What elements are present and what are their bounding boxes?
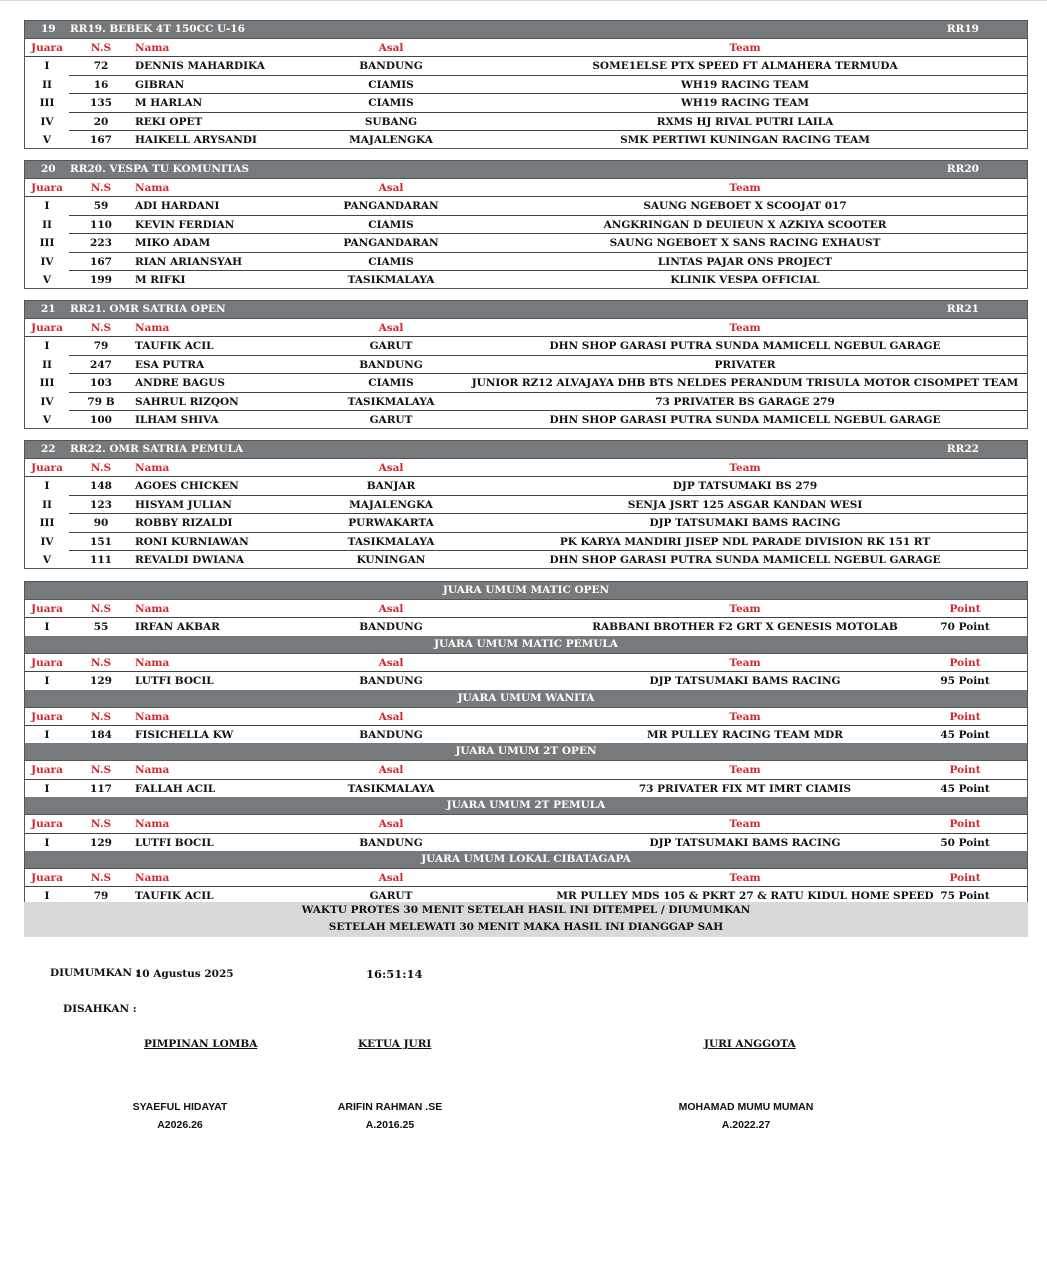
cell-asal: TASIKMALAYA xyxy=(347,535,435,548)
cell-asal: BANDUNG xyxy=(359,621,423,634)
col-point: Point xyxy=(949,871,981,884)
cell-asal: CIAMIS xyxy=(368,377,414,390)
diumumkan-label: DIUMUMKAN : xyxy=(50,967,140,979)
cell-juara: I xyxy=(44,480,50,493)
cell-juara: III xyxy=(39,377,55,390)
column-header-row xyxy=(25,179,1027,197)
col-juara: Juara xyxy=(31,818,63,831)
table-row xyxy=(39,233,1027,251)
cell-asal: GARUT xyxy=(369,340,413,353)
cell-point: 45 Point xyxy=(940,728,990,741)
cell-juara: V xyxy=(42,553,52,566)
cell-juara: II xyxy=(42,78,52,91)
col-juara: Juara xyxy=(31,462,63,474)
column-header-row xyxy=(25,319,1027,337)
cell-nama: RIAN ARIANSYAH xyxy=(135,255,243,268)
table-row xyxy=(42,270,1027,288)
col-ns: N.S xyxy=(90,462,112,474)
cell-team: 73 PRIVATER FIX MT IMRT CIAMIS xyxy=(638,782,852,795)
cell-juara: I xyxy=(44,782,50,795)
col-point: Point xyxy=(949,818,981,831)
signatory-id-3: A.2022.27 xyxy=(721,1119,771,1131)
cell-ns: 79 xyxy=(93,340,109,353)
class-header xyxy=(25,441,1027,459)
col-team: Team xyxy=(729,322,761,334)
cell-nama: REKI OPET xyxy=(135,115,203,128)
col-ns: N.S xyxy=(90,764,112,777)
col-team: Team xyxy=(729,656,761,669)
table-row xyxy=(42,75,1027,93)
cell-ns: 117 xyxy=(90,782,112,795)
cell-nama: ESA PUTRA xyxy=(135,358,205,371)
class-header xyxy=(25,301,1027,319)
announce-time: 16:51:14 xyxy=(366,967,423,981)
col-asal: Asal xyxy=(378,871,404,884)
class-title: RR21. OMR SATRIA OPEN xyxy=(70,303,226,315)
column-header-row xyxy=(25,654,1027,672)
overall-champions-block xyxy=(24,581,1028,906)
cell-asal: PURWAKARTA xyxy=(348,517,434,530)
cell-asal: PANGANDARAN xyxy=(343,237,439,250)
table-row xyxy=(39,373,1027,391)
cell-asal: BANDUNG xyxy=(359,675,423,688)
col-juara: Juara xyxy=(31,871,63,884)
class-number: 19 xyxy=(41,23,56,35)
cell-point: 50 Point xyxy=(940,836,990,849)
cell-team: DJP TATSUMAKI BAMS RACING xyxy=(649,836,841,849)
col-point: Point xyxy=(949,656,981,669)
table-row xyxy=(42,495,1027,513)
table-row xyxy=(44,726,1027,743)
cell-team: PK KARYA MANDIRI JISEP NDL PARADE DIVISION RK 151 RT xyxy=(559,535,931,548)
cell-team: LINTAS PAJAR ONS PROJECT xyxy=(657,255,833,268)
col-nama: Nama xyxy=(135,764,170,777)
col-juara: Juara xyxy=(31,656,63,669)
cell-team: ANGKRINGAN D DEUIEUN X AZKIYA SCOOTER xyxy=(603,218,887,231)
col-ns: N.S xyxy=(90,656,112,669)
cell-asal: PANGANDARAN xyxy=(343,200,439,213)
signatory-role-3: JURI ANGGOTA xyxy=(704,1038,796,1050)
cell-team: WH19 RACING TEAM xyxy=(681,78,809,91)
col-asal: Asal xyxy=(378,182,404,194)
class-header xyxy=(25,21,1027,39)
cell-nama: KEVIN FERDIAN xyxy=(135,218,235,231)
col-ns: N.S xyxy=(90,871,112,884)
class-title: RR22. OMR SATRIA PEMULA xyxy=(70,443,244,455)
cell-asal: CIAMIS xyxy=(368,255,414,268)
cell-team: RXMS HJ RIVAL PUTRI LAILA xyxy=(656,115,834,128)
col-team: Team xyxy=(729,462,761,474)
col-point: Point xyxy=(949,710,981,723)
cell-team: DHN SHOP GARASI PUTRA SUNDA MAMICELL NGEBUL GARAGE xyxy=(549,340,941,353)
cell-asal: GARUT xyxy=(369,413,413,426)
cell-asal: CIAMIS xyxy=(368,97,414,110)
cell-nama: ANDRE BAGUS xyxy=(135,377,225,390)
cell-asal: SUBANG xyxy=(364,115,418,128)
cell-ns: 135 xyxy=(90,97,112,110)
col-point: Point xyxy=(949,764,981,777)
cell-juara: I xyxy=(44,890,50,903)
col-asal: Asal xyxy=(378,42,404,54)
cell-point: 95 Point xyxy=(940,675,990,688)
class-block-rr22 xyxy=(24,440,1028,569)
cell-team: SMK PERTIWI KUNINGAN RACING TEAM xyxy=(620,133,870,146)
class-title: RR19. BEBEK 4T 150CC U-16 xyxy=(70,23,245,35)
cell-point: 70 Point xyxy=(940,621,990,634)
cell-juara: III xyxy=(39,97,55,110)
cell-point: 75 Point xyxy=(940,890,990,903)
cell-asal: TASIKMALAYA xyxy=(347,395,435,408)
table-row xyxy=(42,355,1027,373)
cell-asal: BANDUNG xyxy=(359,728,423,741)
cell-ns: 103 xyxy=(90,377,112,390)
cell-juara: III xyxy=(39,517,55,530)
cell-ns: 167 xyxy=(90,133,112,146)
cell-team: SOME1ELSE PTX SPEED FT ALMAHERA TERMUDA xyxy=(592,60,898,73)
cell-asal: GARUT xyxy=(369,890,413,903)
cell-asal: KUNINGAN xyxy=(356,553,426,566)
col-asal: Asal xyxy=(378,322,404,334)
signatory-id-1: A2026.26 xyxy=(157,1119,203,1131)
col-ns: N.S xyxy=(90,42,112,54)
class-title: RR20. VESPA TU KOMUNITAS xyxy=(70,163,249,175)
cell-nama: M RIFKI xyxy=(135,273,186,286)
cell-juara: V xyxy=(42,413,52,426)
cell-nama: SAHRUL RIZQON xyxy=(135,395,239,408)
cell-team: DHN SHOP GARASI PUTRA SUNDA MAMICELL NGEBUL GARAGE xyxy=(549,413,941,426)
cell-ns: 123 xyxy=(90,498,112,511)
col-juara: Juara xyxy=(31,710,63,723)
col-asal: Asal xyxy=(378,656,404,669)
table-row xyxy=(44,780,1027,797)
col-nama: Nama xyxy=(135,462,170,474)
cell-nama: GIBRAN xyxy=(135,78,185,91)
champion-header: JUARA UMUM WANITA xyxy=(25,690,1027,708)
cell-ns: 148 xyxy=(90,480,112,493)
cell-juara: I xyxy=(44,728,50,741)
cell-ns: 59 xyxy=(93,200,109,213)
cell-nama: LUTFI BOCIL xyxy=(135,836,214,849)
cell-team: DJP TATSUMAKI BAMS RACING xyxy=(649,675,841,688)
cell-ns: 111 xyxy=(90,553,112,566)
cell-ns: 110 xyxy=(90,218,112,231)
col-team: Team xyxy=(729,603,761,615)
col-juara: Juara xyxy=(31,603,63,615)
cell-team: WH19 RACING TEAM xyxy=(681,97,809,110)
signatory-id-2: A.2016.25 xyxy=(365,1119,415,1131)
cell-nama: TAUFIK ACIL xyxy=(135,890,214,903)
cell-nama: HAIKELL ARYSANDI xyxy=(135,133,257,146)
cell-ns: 72 xyxy=(93,60,109,73)
cell-asal: TASIKMALAYA xyxy=(347,273,435,286)
cell-nama: LUTFI BOCIL xyxy=(135,675,214,688)
cell-ns: 199 xyxy=(90,273,112,286)
class-number: 22 xyxy=(41,443,56,455)
cell-juara: IV xyxy=(40,535,54,548)
champion-header: JUARA UMUM 2T OPEN xyxy=(25,743,1027,761)
cell-juara: V xyxy=(42,273,52,286)
champion-header: JUARA UMUM 2T PEMULA xyxy=(25,797,1027,815)
cell-juara: I xyxy=(44,60,50,73)
cell-juara: II xyxy=(42,218,52,231)
col-juara: Juara xyxy=(31,764,63,777)
cell-juara: I xyxy=(44,340,50,353)
col-nama: Nama xyxy=(135,603,170,615)
table-row xyxy=(42,550,1027,568)
table-row xyxy=(40,392,1027,410)
table-row xyxy=(44,672,1027,689)
col-asal: Asal xyxy=(378,710,404,723)
signatory-name-2: ARIFIN RAHMAN .SE xyxy=(337,1101,443,1113)
col-ns: N.S xyxy=(90,603,112,615)
col-ns: N.S xyxy=(90,322,112,334)
cell-ns: 184 xyxy=(90,728,112,741)
col-team: Team xyxy=(729,710,761,723)
table-row xyxy=(44,337,1027,354)
col-team: Team xyxy=(729,42,761,54)
table-row xyxy=(44,618,1027,635)
cell-juara: V xyxy=(42,133,52,146)
class-code: RR19 xyxy=(946,23,979,35)
cell-ns: 151 xyxy=(90,535,112,548)
cell-asal: MAJALENGKA xyxy=(349,498,433,511)
champion-header: JUARA UMUM LOKAL CIBATAGAPA xyxy=(25,851,1027,869)
column-header-row xyxy=(25,708,1027,726)
cell-ns: 90 xyxy=(93,517,109,530)
col-point: Point xyxy=(949,603,981,615)
cell-ns: 129 xyxy=(90,836,112,849)
table-row xyxy=(42,130,1027,148)
class-block-rr21 xyxy=(24,300,1028,429)
cell-team: MR PULLEY MDS 105 & PKRT 27 & RATU KIDUL HOME SPEED xyxy=(556,890,934,903)
col-nama: Nama xyxy=(135,656,170,669)
cell-nama: MIKO ADAM xyxy=(135,237,211,250)
col-asal: Asal xyxy=(378,462,404,474)
col-asal: Asal xyxy=(378,603,404,615)
cell-ns: 167 xyxy=(90,255,112,268)
cell-team: DJP TATSUMAKI BAMS RACING xyxy=(649,517,841,530)
col-ns: N.S xyxy=(90,182,112,194)
cell-ns: 79 B xyxy=(87,395,115,408)
column-header-row xyxy=(25,761,1027,779)
cell-ns: 16 xyxy=(93,78,109,91)
class-code: RR21 xyxy=(946,303,979,315)
cell-team: PRIVATER xyxy=(714,358,776,371)
champion-header: JUARA UMUM MATIC OPEN xyxy=(25,582,1027,600)
column-header-row xyxy=(25,39,1027,57)
cell-nama: FISICHELLA KW xyxy=(135,728,234,741)
class-block-rr20 xyxy=(24,160,1028,289)
col-team: Team xyxy=(729,818,761,831)
announce-date: 10 Agustus 2025 xyxy=(135,968,234,980)
col-nama: Nama xyxy=(135,322,170,334)
cell-team: RABBANI BROTHER F2 GRT X GENESIS MOTOLAB xyxy=(592,621,898,634)
table-row xyxy=(44,834,1027,851)
cell-nama: TAUFIK ACIL xyxy=(135,340,214,353)
cell-ns: 247 xyxy=(90,358,112,371)
class-block-rr19 xyxy=(24,20,1028,149)
cell-asal: CIAMIS xyxy=(368,218,414,231)
table-row xyxy=(42,215,1027,233)
cell-juara: IV xyxy=(40,115,54,128)
column-header-row xyxy=(25,815,1027,833)
cell-asal: BANJAR xyxy=(366,480,416,493)
cell-nama: HISYAM JULIAN xyxy=(135,498,232,511)
col-juara: Juara xyxy=(31,322,63,334)
cell-asal: BANDUNG xyxy=(359,836,423,849)
column-header-row xyxy=(25,869,1027,887)
cell-juara: II xyxy=(42,358,52,371)
cell-asal: BANDUNG xyxy=(359,358,423,371)
table-row xyxy=(40,112,1027,130)
cell-juara: I xyxy=(44,675,50,688)
cell-asal: BANDUNG xyxy=(359,60,423,73)
cell-team: MR PULLEY RACING TEAM MDR xyxy=(646,728,844,741)
cell-point: 45 Point xyxy=(940,782,990,795)
cell-nama: ADI HARDANI xyxy=(135,200,220,213)
cell-juara: II xyxy=(42,498,52,511)
table-row xyxy=(40,532,1027,550)
cell-juara: III xyxy=(39,237,55,250)
column-header-row xyxy=(25,459,1027,477)
class-code: RR22 xyxy=(946,443,979,455)
col-juara: Juara xyxy=(31,182,63,194)
notice-line-1: WAKTU PROTES 30 MENIT SETELAH HASIL INI DITEMPEL / DIUMUMKAN xyxy=(301,904,751,916)
cell-team: DJP TATSUMAKI BS 279 xyxy=(672,480,818,493)
cell-juara: I xyxy=(44,621,50,634)
cell-juara: IV xyxy=(40,395,54,408)
class-number: 21 xyxy=(41,303,56,315)
cell-ns: 55 xyxy=(93,621,109,634)
top-divider xyxy=(0,0,1047,1)
cell-ns: 129 xyxy=(90,675,112,688)
col-nama: Nama xyxy=(135,182,170,194)
cell-nama: FALLAH ACIL xyxy=(135,782,216,795)
col-nama: Nama xyxy=(135,871,170,884)
col-juara: Juara xyxy=(31,42,63,54)
col-team: Team xyxy=(729,871,761,884)
cell-nama: REVALDI DWIANA xyxy=(135,553,244,566)
cell-asal: CIAMIS xyxy=(368,78,414,91)
table-row xyxy=(39,513,1027,531)
col-ns: N.S xyxy=(90,818,112,831)
cell-nama: IRFAN AKBAR xyxy=(135,621,220,634)
table-row xyxy=(40,252,1027,270)
col-nama: Nama xyxy=(135,818,170,831)
signatory-name-1: SYAEFUL HIDAYAT xyxy=(132,1101,228,1113)
table-row xyxy=(44,197,1027,214)
cell-nama: ILHAM SHIVA xyxy=(135,413,219,426)
cell-nama: DENNIS MAHARDIKA xyxy=(135,60,265,73)
table-row xyxy=(44,477,1027,494)
cell-nama: RONI KURNIAWAN xyxy=(135,535,249,548)
cell-nama: AGOES CHICKEN xyxy=(135,480,239,493)
class-code: RR20 xyxy=(946,163,979,175)
cell-nama: ROBBY RIZALDI xyxy=(135,517,233,530)
cell-ns: 20 xyxy=(93,115,109,128)
column-header-row xyxy=(25,600,1027,618)
cell-team: 73 PRIVATER BS GARAGE 279 xyxy=(655,395,835,408)
cell-juara: I xyxy=(44,200,50,213)
cell-team: JUNIOR RZ12 ALVAJAYA DHB BTS NELDES PERANDUM TRISULA MOTOR CISOMPET TEAM xyxy=(471,377,1019,390)
notice-line-2: SETELAH MELEWATI 30 MENIT MAKA HASIL INI DIANGGAP SAH xyxy=(328,921,724,933)
col-nama: Nama xyxy=(135,710,170,723)
table-row xyxy=(39,93,1027,111)
signatory-role-1: PIMPINAN LOMBA xyxy=(144,1038,258,1050)
cell-juara: IV xyxy=(40,255,54,268)
protest-notice xyxy=(24,902,1028,937)
col-asal: Asal xyxy=(378,818,404,831)
cell-asal: MAJALENGKA xyxy=(349,133,433,146)
cell-team: DHN SHOP GARASI PUTRA SUNDA MAMICELL NGEBUL GARAGE xyxy=(549,553,941,566)
col-team: Team xyxy=(729,182,761,194)
cell-juara: I xyxy=(44,836,50,849)
cell-ns: 79 xyxy=(93,890,109,903)
class-number: 20 xyxy=(41,163,56,175)
champion-header: JUARA UMUM MATIC PEMULA xyxy=(25,636,1027,654)
class-header xyxy=(25,161,1027,179)
cell-asal: TASIKMALAYA xyxy=(347,782,435,795)
table-row xyxy=(44,57,1027,74)
signatory-role-2: KETUA JURI xyxy=(358,1038,432,1050)
cell-ns: 100 xyxy=(90,413,112,426)
col-ns: N.S xyxy=(90,710,112,723)
col-asal: Asal xyxy=(378,764,404,777)
cell-nama: M HARLAN xyxy=(135,97,203,110)
cell-team: KLINIK VESPA OFFICIAL xyxy=(670,273,820,286)
disahkan-label: DISAHKAN : xyxy=(63,1003,137,1015)
col-nama: Nama xyxy=(135,42,170,54)
cell-team: SENJA JSRT 125 ASGAR KANDAN WESI xyxy=(627,498,863,511)
cell-team: SAUNG NGEBOET X SCOOJAT 017 xyxy=(643,200,847,213)
table-row xyxy=(42,410,1027,428)
cell-team: SAUNG NGEBOET X SANS RACING EXHAUST xyxy=(609,237,881,250)
cell-ns: 223 xyxy=(90,237,112,250)
signatory-name-3: MOHAMAD MUMU MUMAN xyxy=(678,1101,814,1113)
col-team: Team xyxy=(729,764,761,777)
